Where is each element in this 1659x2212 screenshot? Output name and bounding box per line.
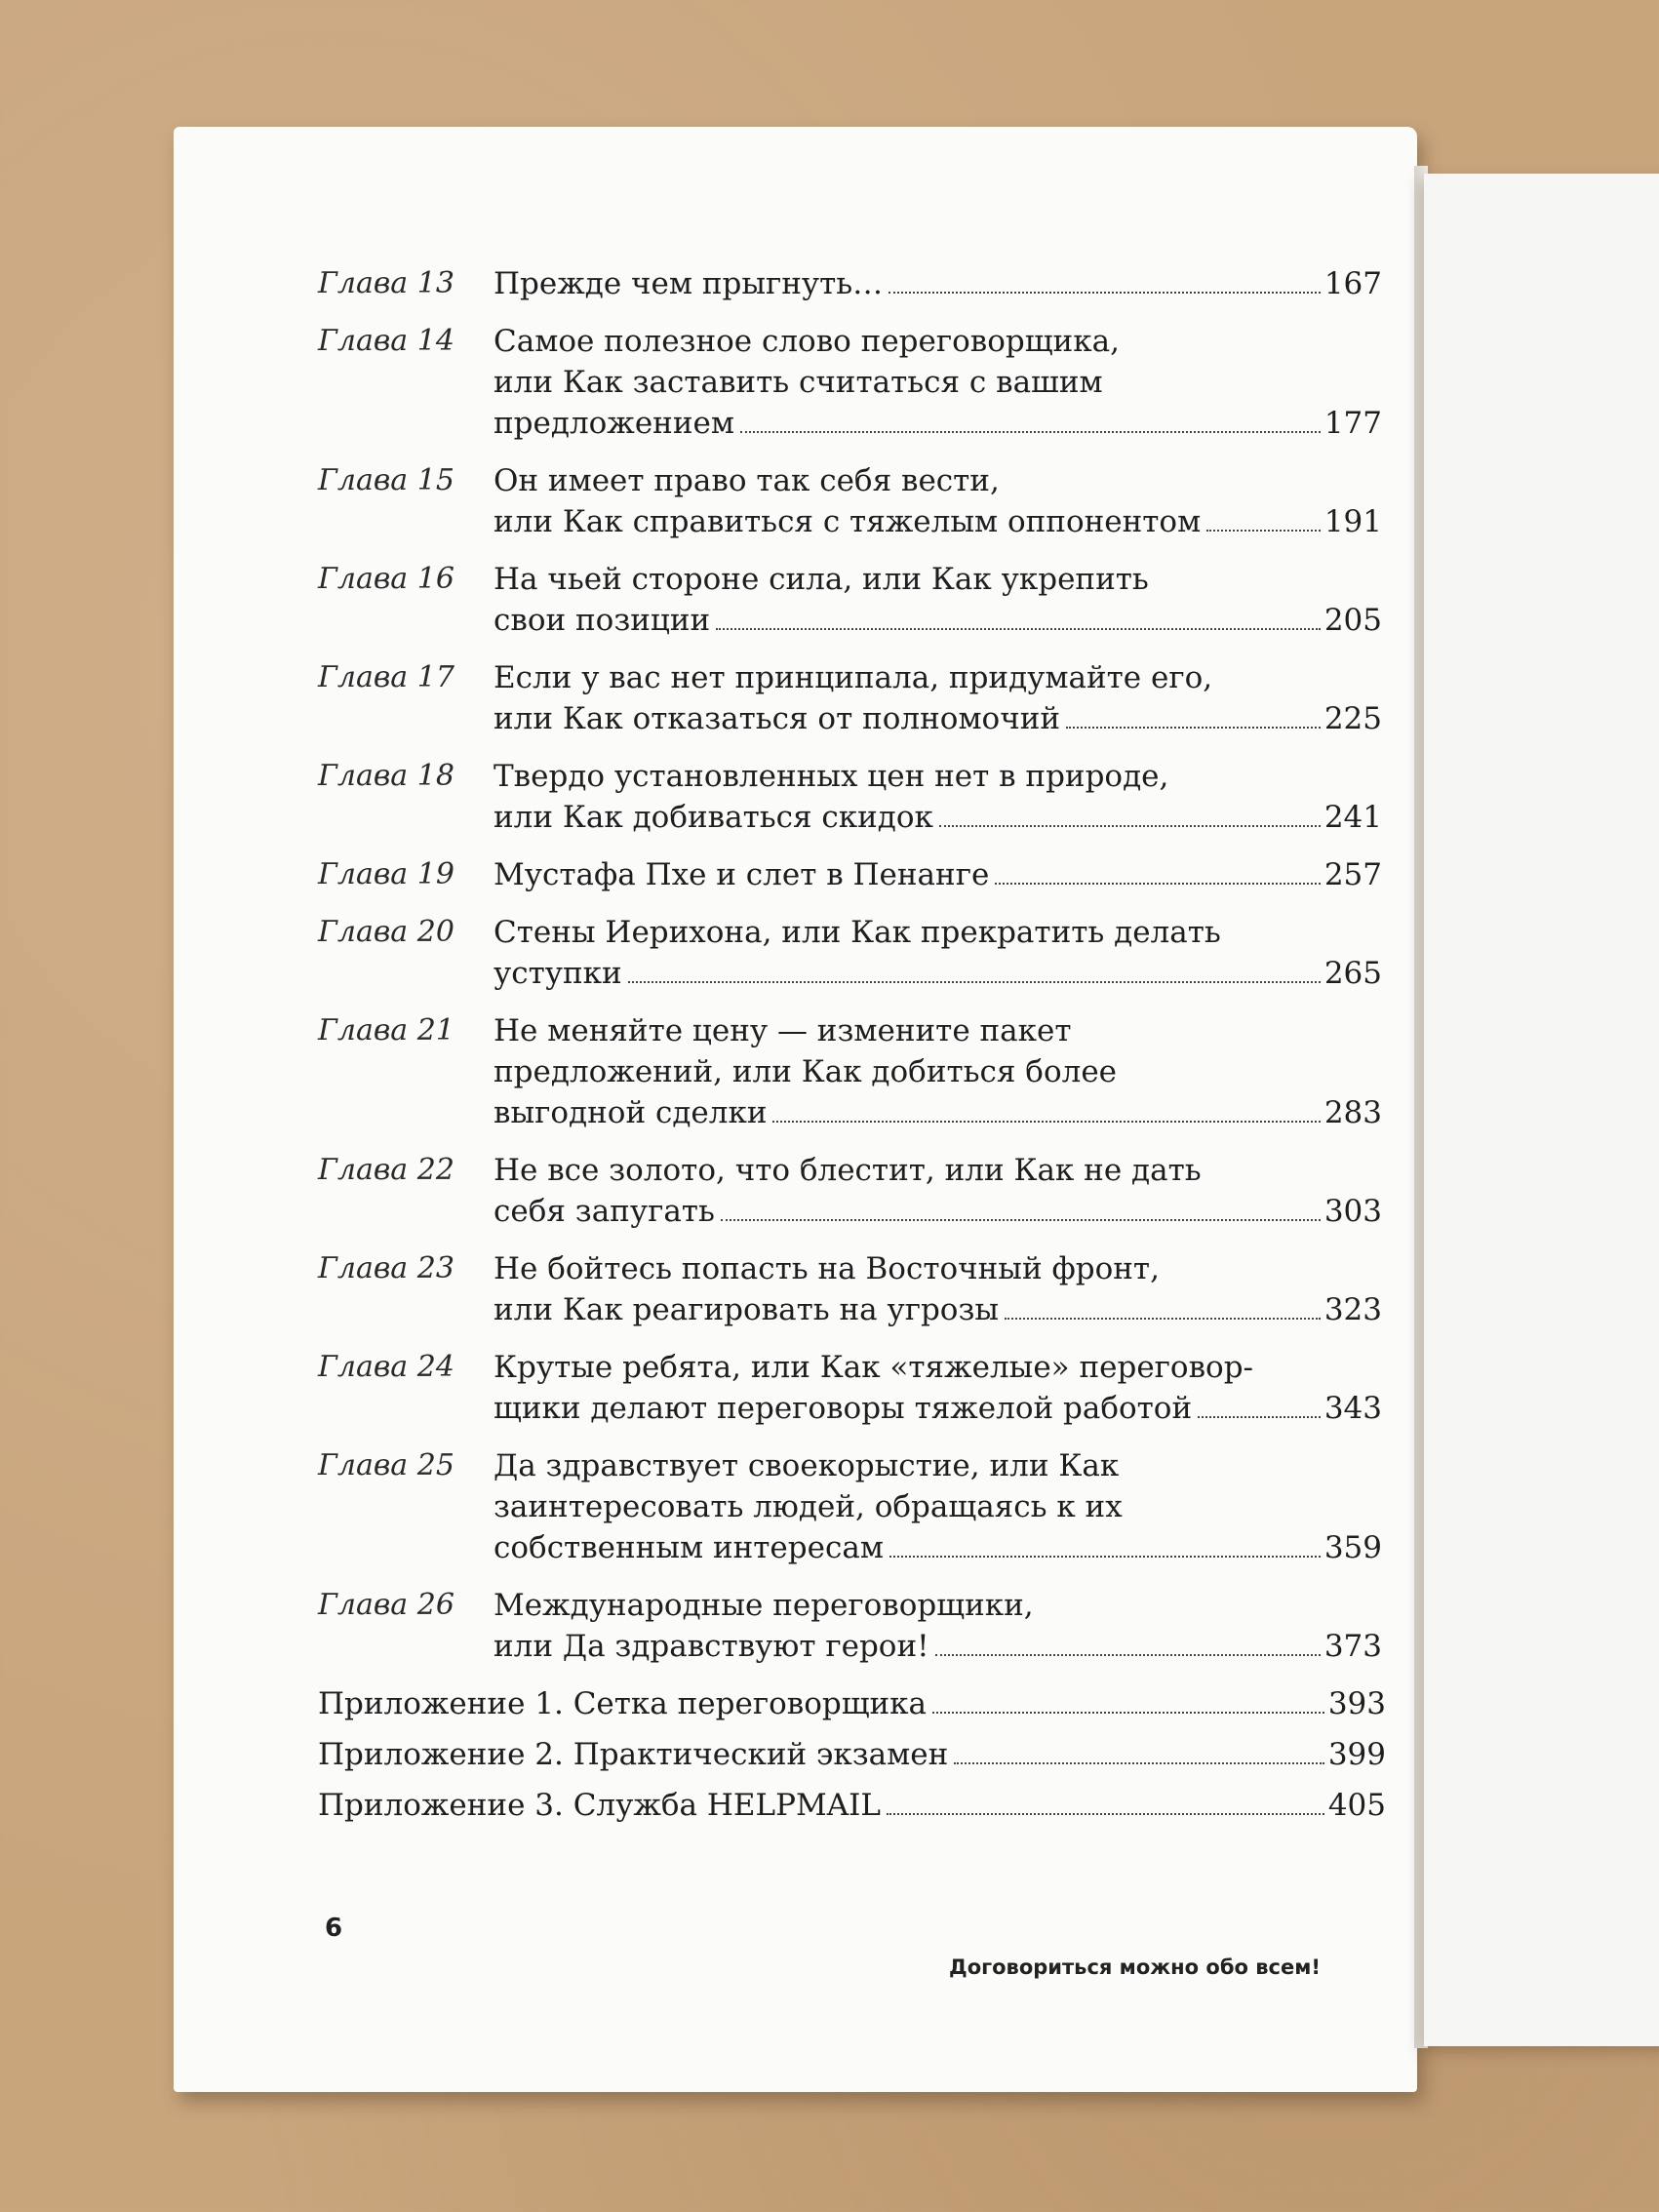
chapter-label: Глава 13 bbox=[318, 266, 454, 300]
left-page bbox=[174, 127, 1417, 2092]
toc-entry bbox=[318, 460, 1386, 542]
chapter-page-number: 241 bbox=[1323, 800, 1382, 835]
chapter-title-line: заинтересовать людей, обращаясь к их bbox=[494, 1489, 1123, 1524]
appendix-page-number: 393 bbox=[1327, 1686, 1386, 1721]
dot-leader bbox=[939, 825, 1321, 827]
dot-leader bbox=[954, 1762, 1324, 1764]
appendix-page-number: 405 bbox=[1327, 1788, 1386, 1823]
chapter-title bbox=[494, 756, 1386, 838]
chapter-title-line: Не бойтесь попасть на Восточный фронт, bbox=[494, 1251, 1160, 1286]
chapter-title-text: щики делают переговоры тяжелой работой bbox=[494, 1391, 1193, 1426]
toc-entry bbox=[318, 1585, 1386, 1667]
toc-entry bbox=[318, 657, 1386, 739]
chapter-title-line: Если у вас нет принципала, придумайте его, bbox=[494, 660, 1213, 695]
chapter-page-number: 303 bbox=[1323, 1194, 1382, 1229]
chapter-title-last-line bbox=[494, 1092, 1382, 1133]
chapter-title bbox=[494, 559, 1386, 641]
chapter-title-line: Стены Иерихона, или Как прекратить делать bbox=[494, 915, 1221, 950]
chapter-title bbox=[494, 1248, 1386, 1330]
chapter-page-number: 359 bbox=[1323, 1530, 1382, 1565]
chapter-label: Глава 16 bbox=[318, 562, 454, 596]
chapter-title-line: предложений, или Как добиться более bbox=[494, 1054, 1118, 1089]
chapter-label: Глава 17 bbox=[318, 660, 454, 694]
chapter-label: Глава 26 bbox=[318, 1588, 454, 1622]
appendix-page-number: 399 bbox=[1327, 1737, 1386, 1772]
chapter-title-last-line bbox=[494, 1289, 1382, 1330]
chapter-title-text: или Как добиваться скидок bbox=[494, 800, 933, 835]
chapter-title-text: свои позиции bbox=[494, 603, 711, 638]
toc-entry bbox=[318, 263, 1386, 304]
page-number: 6 bbox=[325, 1914, 343, 1943]
chapter-label: Глава 14 bbox=[318, 324, 454, 358]
appendix-list bbox=[318, 1683, 1386, 1826]
chapter-title-line: Да здравствует своекорыстие, или Как bbox=[494, 1448, 1120, 1483]
table-of-contents bbox=[318, 263, 1386, 1836]
chapter-title bbox=[494, 321, 1386, 444]
appendix-entry bbox=[318, 1785, 1386, 1826]
chapter-page-number: 257 bbox=[1323, 857, 1382, 892]
chapter-title-text: или Как справиться с тяжелым оппонентом bbox=[494, 504, 1202, 539]
dot-leader bbox=[740, 431, 1321, 433]
dot-leader bbox=[889, 1556, 1321, 1558]
running-footer: Договориться можно обо всем! bbox=[949, 1955, 1321, 1979]
chapter-title-last-line bbox=[494, 1626, 1382, 1667]
chapter-page-number: 225 bbox=[1323, 701, 1382, 736]
toc-entry bbox=[318, 912, 1386, 994]
toc-entry bbox=[318, 756, 1386, 838]
chapter-title-text: себя запугать bbox=[494, 1194, 715, 1229]
chapter-page-number: 373 bbox=[1323, 1629, 1382, 1664]
chapter-title-last-line bbox=[494, 1191, 1382, 1232]
chapter-title-text: Прежде чем прыгнуть… bbox=[494, 266, 884, 301]
appendix-title: Приложение 2. Практический экзамен bbox=[318, 1737, 949, 1772]
chapter-label: Глава 23 bbox=[318, 1251, 454, 1285]
chapter-page-number: 323 bbox=[1323, 1292, 1382, 1327]
chapter-title bbox=[494, 1010, 1386, 1133]
chapter-title-last-line bbox=[494, 854, 1382, 895]
chapter-title-line: Международные переговорщики, bbox=[494, 1588, 1034, 1623]
chapter-page-number: 265 bbox=[1323, 956, 1382, 991]
toc-entry bbox=[318, 1347, 1386, 1429]
chapter-title bbox=[494, 1585, 1386, 1667]
chapter-title-line: или Как заставить считаться с вашим bbox=[494, 365, 1103, 400]
chapter-title bbox=[494, 1347, 1386, 1429]
chapter-label: Глава 25 bbox=[318, 1448, 454, 1482]
toc-entry bbox=[318, 1248, 1386, 1330]
chapter-label: Глава 18 bbox=[318, 759, 454, 793]
toc-entry bbox=[318, 1010, 1386, 1133]
chapter-title-line: Не меняйте цену — измените пакет bbox=[494, 1013, 1072, 1048]
chapter-title-line: На чьей стороне сила, или Как укрепить bbox=[494, 562, 1149, 597]
dot-leader bbox=[887, 1813, 1324, 1815]
chapter-label: Глава 15 bbox=[318, 463, 454, 497]
chapter-page-number: 191 bbox=[1323, 504, 1382, 539]
chapter-title-last-line bbox=[494, 600, 1382, 641]
chapter-title bbox=[494, 460, 1386, 542]
dot-leader bbox=[1066, 727, 1321, 729]
appendix-entry bbox=[318, 1683, 1386, 1724]
chapter-title bbox=[494, 1445, 1386, 1568]
dot-leader bbox=[889, 292, 1321, 294]
chapter-title-last-line bbox=[494, 797, 1382, 838]
chapter-label: Глава 20 bbox=[318, 915, 454, 949]
chapter-title-line: Не все золото, что блестит, или Как не дать bbox=[494, 1153, 1202, 1188]
right-page bbox=[1424, 174, 1659, 2046]
chapter-title-text: выгодной сделки bbox=[494, 1095, 768, 1130]
dot-leader bbox=[716, 628, 1321, 630]
dot-leader bbox=[1198, 1416, 1321, 1418]
toc-entry bbox=[318, 1445, 1386, 1568]
chapter-label: Глава 22 bbox=[318, 1153, 454, 1187]
chapter-title-line: Твердо установленных цен нет в природе, bbox=[494, 759, 1169, 794]
chapter-title-text: Мустафа Пхе и слет в Пенанге bbox=[494, 857, 990, 892]
chapter-title-last-line bbox=[494, 953, 1382, 994]
chapter-title bbox=[494, 1150, 1386, 1232]
chapter-title-line: Он имеет право так себя вести, bbox=[494, 463, 1000, 498]
chapter-page-number: 177 bbox=[1323, 406, 1382, 441]
appendix-title: Приложение 1. Сетка переговорщика bbox=[318, 1686, 928, 1721]
appendix-entry bbox=[318, 1734, 1386, 1775]
chapter-label: Глава 21 bbox=[318, 1013, 454, 1047]
chapter-title-text: предложением bbox=[494, 406, 734, 441]
toc-entry bbox=[318, 854, 1386, 895]
chapter-page-number: 343 bbox=[1323, 1391, 1382, 1426]
chapter-label: Глава 19 bbox=[318, 857, 454, 891]
chapter-title-text: собственным интересам bbox=[494, 1530, 884, 1565]
dot-leader bbox=[628, 981, 1321, 983]
chapter-title-last-line bbox=[494, 1388, 1382, 1429]
chapter-page-number: 205 bbox=[1323, 603, 1382, 638]
chapter-title-text: или Как реагировать на угрозы bbox=[494, 1292, 1000, 1327]
chapter-title-last-line bbox=[494, 1527, 1382, 1568]
toc-entry bbox=[318, 1150, 1386, 1232]
chapter-title-last-line bbox=[494, 263, 1382, 304]
chapter-title-text: или Как отказаться от полномочий bbox=[494, 701, 1061, 736]
dot-leader bbox=[772, 1121, 1320, 1123]
dot-leader bbox=[995, 883, 1321, 885]
chapter-title bbox=[494, 263, 1386, 304]
dot-leader bbox=[1005, 1318, 1321, 1320]
chapter-title bbox=[494, 854, 1386, 895]
chapter-title-text: или Да здравствуют герои! bbox=[494, 1629, 929, 1664]
dot-leader bbox=[932, 1712, 1324, 1714]
chapter-title-text: уступки bbox=[494, 956, 622, 991]
toc-entry bbox=[318, 559, 1386, 641]
dot-leader bbox=[935, 1654, 1321, 1656]
chapter-page-number: 167 bbox=[1323, 266, 1382, 301]
dot-leader bbox=[1206, 530, 1321, 532]
appendix-title: Приложение 3. Служба HELPMAIL bbox=[318, 1788, 881, 1823]
toc-entry bbox=[318, 321, 1386, 444]
chapter-title-last-line bbox=[494, 501, 1382, 542]
chapter-label: Глава 24 bbox=[318, 1350, 454, 1384]
chapter-title bbox=[494, 657, 1386, 739]
chapter-title-last-line bbox=[494, 698, 1382, 739]
chapter-title-last-line bbox=[494, 403, 1382, 444]
chapter-page-number: 283 bbox=[1323, 1095, 1382, 1130]
chapter-title bbox=[494, 912, 1386, 994]
chapter-title-line: Самое полезное слово переговорщика, bbox=[494, 324, 1120, 359]
dot-leader bbox=[721, 1219, 1321, 1221]
chapter-title-line: Крутые ребята, или Как «тяжелые» переговор- bbox=[494, 1350, 1254, 1385]
